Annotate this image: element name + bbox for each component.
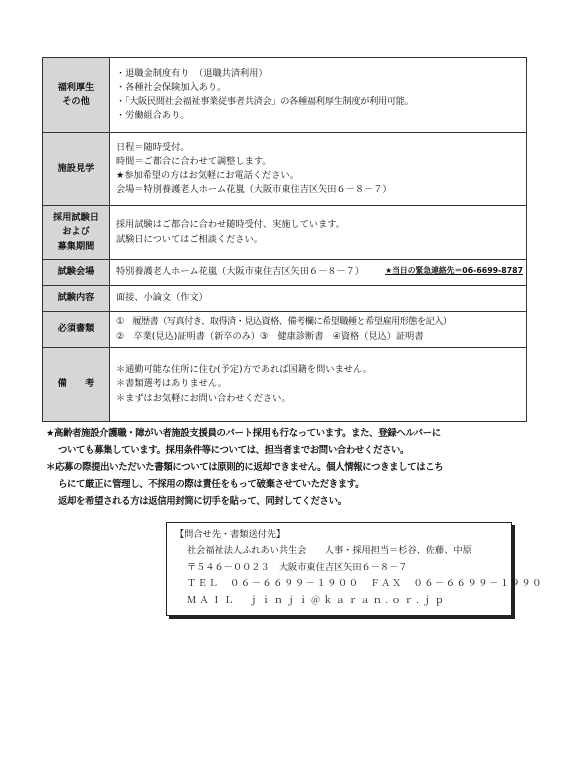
row-content-exam-content [110, 286, 527, 312]
notes-section [46, 425, 531, 510]
contact-phone-fax: ＴＥＬ ０６－６６９９－１９００ ＦＡＸ ０６－６６９９－１９９０ [187, 578, 543, 590]
row-header-welfare [43, 58, 110, 133]
content-line: ＊通勤可能な住所に住む(予定)方であれば国籍を問いません。 [116, 364, 372, 376]
contact-address: 〒５４６－００２３ 大阪市東住吉区矢田６－８－７ [187, 561, 408, 573]
row-header-line: その他 [62, 96, 90, 107]
contact-box [166, 522, 543, 616]
row-content-documents [110, 312, 527, 348]
table-row-tour [43, 133, 527, 206]
row-header-exam-content [43, 286, 110, 312]
row-header-line: 備 考 [57, 378, 95, 390]
content-line: 試験日についてはご相談ください。 [116, 233, 263, 245]
row-header-line: 試験内容 [57, 292, 95, 304]
content-line: ① 履歴書（写真付き、取得済・見込資格、備考欄に希望職種と希望雇用形態を記入） [116, 316, 452, 328]
table-row-venue [43, 260, 527, 286]
content-line: ＊書類選考はありません。 [116, 378, 227, 390]
row-header-line: 施設見学 [57, 162, 95, 174]
content-line: ・「大阪民間社会福祉事業従事者共済会」の各種福利厚生制度が利用可能。 [116, 96, 414, 107]
row-content-tour [110, 133, 527, 206]
content-line: ★参加希望の方はお気軽にお電話ください。 [116, 170, 299, 181]
row-header-documents [43, 312, 110, 348]
row-content-exam-period [110, 206, 527, 260]
content-line: ② 卒業(見込)証明書（新卒のみ）③ 健康診断書 ④資格（見込）証明書 [116, 330, 424, 342]
table-row-exam-period [43, 206, 527, 260]
content-line: ・労働組合あり。 [116, 110, 190, 122]
row-content-welfare [110, 58, 527, 133]
contact-email: ＭＡＩＬ ｊｉｎｊｉ＠ｋａｒａｎ.ｏｒ.ｊｐ [187, 594, 447, 606]
content-line: 会場＝特別養護老人ホーム花嵐（大阪市東住吉区矢田６－８－７） [116, 184, 392, 196]
row-header-line: および [62, 226, 90, 238]
note-line: らにて厳正に管理し、不採用の際は責任をもって破棄させていただきます。 [58, 479, 365, 490]
note-line: ついても募集しています。採用条件等については、担当者までお問い合わせください。 [58, 445, 410, 456]
content-line: 採用試験はご都合に合わせ随時受付、実施しています。 [116, 219, 345, 231]
row-header-line: 募集期間 [57, 240, 95, 252]
content-line: ＊まずはお気軽にお問い合わせください。 [116, 392, 291, 404]
table-row-documents [43, 312, 527, 348]
note-line: ★高齢者施設介護職・障がい者施設支援員のパート採用も行なっています。また、登録ヘルパーに [46, 428, 441, 439]
content-line: ・退職金制度有り （退職共済利用） [116, 67, 268, 79]
table-row-remarks [43, 348, 527, 422]
row-header-line: 試験会場 [57, 266, 95, 278]
table-row-welfare [43, 58, 527, 133]
row-header-line: 福利厚生 [57, 81, 95, 93]
row-header-exam-period [43, 206, 110, 260]
table-row-exam-content [43, 286, 527, 312]
row-content-venue [110, 260, 527, 286]
contact-title: 【問合せ先・書類送付先】 [175, 529, 286, 540]
row-header-tour [43, 133, 110, 206]
row-header-line: 必須書類 [57, 323, 95, 335]
row-header-remarks [43, 348, 110, 422]
emergency-contact-note: ★当日の緊急連絡先＝06-6699-8787 [385, 266, 523, 276]
content-line: 特別養護老人ホーム花嵐（大阪市東住吉区矢田６－８－７） [116, 266, 365, 278]
content-line: 面接、小論文（作文） [116, 292, 208, 304]
note-line: ＊応募の際提出いただいた書類については原則的に返却できません。個人情報につきましてはこち [46, 462, 444, 473]
content-line: 時間＝ご都合に合わせて調整します。 [116, 155, 272, 167]
row-header-line: 採用試験日 [53, 212, 99, 224]
note-line: 返却を希望される方は返信用封筒に切手を貼って、同封してください。 [58, 496, 347, 507]
row-header-venue [43, 260, 110, 286]
contact-organization: 社会福祉法人ふれあい共生会 人事・採用担当＝杉谷、佐藤、中原 [187, 545, 472, 557]
info-table [42, 57, 527, 422]
content-line: ・各種社会保険加入あり。 [116, 81, 227, 93]
row-content-remarks [110, 348, 527, 422]
content-line: 日程＝随時受付。 [116, 141, 190, 153]
